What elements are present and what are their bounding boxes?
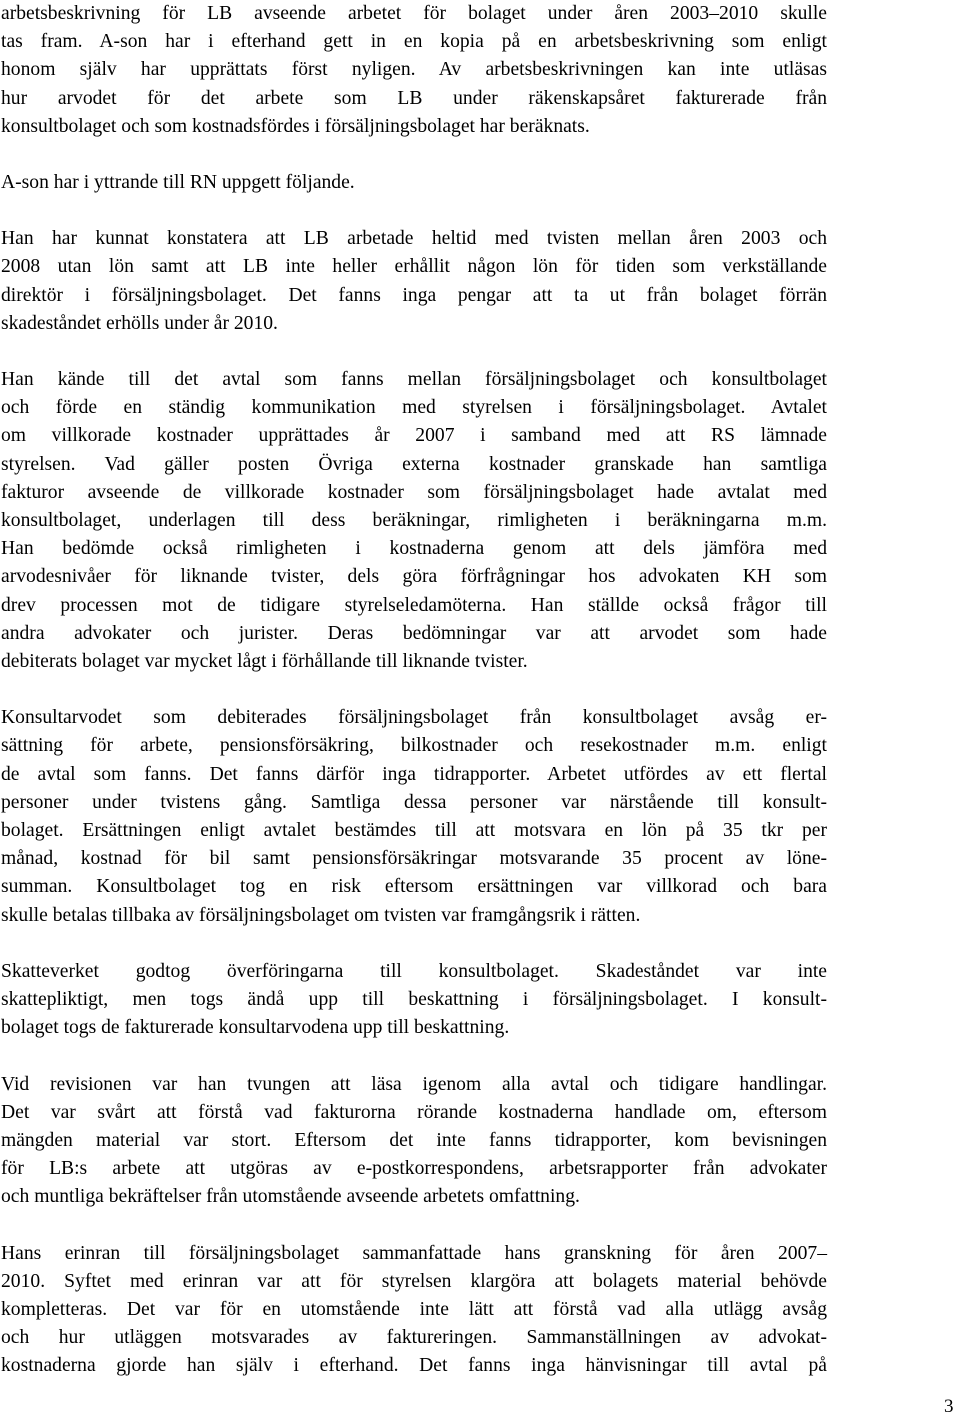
text-line: och förde en ständig kommunikation med styrelsen i försäljningsbolaget. Avtalet [1,397,827,419]
paragraph-spacer [1,930,827,958]
text-line: Konsultarvodet som debiterades försäljningsbolaget från konsultbolaget avsåg er- [1,707,827,729]
paragraph-erinran [1,1240,827,1381]
paragraph-spacer [1,338,827,366]
text-line: tas fram. A-son har i efterhand gett in en kopia på en arbetsbeskrivning som enligt [1,31,827,53]
text-line: summan. Konsultbolaget tog en risk eftersom ersättningen var villkorad och bara [1,876,827,898]
text-line: konsultbolaget, underlagen till dess beräkningar, rimligheten i beräkningarna m.m. [1,510,827,532]
text-line: de avtal som fanns. Det fanns därför inga tidrapporter. Arbetet utfördes av ett flertal [1,763,827,785]
paragraph-yttrande [1,169,827,197]
paragraph-revisionen [1,1071,827,1212]
text-line: Han bedömde också rimligheten i kostnaderna genom att dels jämföra med [1,538,827,560]
body-text [1,0,827,1381]
paragraph-avtal [1,366,827,676]
text-line: Hans erinran till försäljningsbolaget sammanfattade hans granskning för åren 2007– [1,1242,827,1264]
paragraph-spacer [1,141,827,169]
paragraph-konsultarvodet [1,704,827,930]
text-line: debiterats bolaget var mycket lågt i förhållande till liknande tvister. [1,651,528,673]
text-line: bolaget togs de fakturerade konsultarvodena upp till beskattning. [1,1017,510,1039]
text-line: bolaget. Ersättningen enligt avtalet bestämdes till att motsvara en lön på 35 tkr per [1,820,827,842]
paragraph-skatteverket [1,958,827,1043]
text-line: styrelsen. Vad gäller posten Övriga externa kostnader granskade han samtliga [1,453,827,475]
paragraph-arbetsbeskrivning [1,0,827,141]
text-line: hur arvodet för det arbete som LB under räkenskapsåret fakturerade från [1,87,827,109]
text-line: arbetsbeskrivning för LB avseende arbetet för bolaget under åren 2003–2010 skulle [1,3,827,24]
paragraph-spacer [1,1212,827,1240]
text-line: arvodesnivåer för liknande tvister, dels göra förfrågningar hos advokaten KH som [1,566,827,588]
text-line: honom själv har upprättats först nyligen. Av arbetsbeskrivningen kan inte utläsas [1,59,827,81]
text-line: 2010. Syftet med erinran var att för styrelsen klargöra att bolagets material behövde [1,1270,827,1292]
page-number: 3 [944,1396,954,1417]
text-line: månad, kostnad för bil samt pensionsförsäkringar motsvarande 35 procent av löne- [1,848,827,870]
text-line: Vid revisionen var han tvungen att läsa igenom alla avtal och tidigare handlingar. [1,1073,827,1095]
paragraph-spacer [1,1043,827,1071]
text-line: drev processen mot de tidigare styrelseledamöterna. Han ställde också frågor till [1,594,827,616]
paragraph-heltid [1,225,827,338]
text-line: Det var svårt att förstå vad fakturorna rörande kostnaderna handlade om, eftersom [1,1101,827,1123]
text-line: direktör i försäljningsbolaget. Det fanns inga pengar att ta ut från bolaget förrän [1,284,827,306]
paragraph-spacer [1,676,827,704]
text-line: Han har kunnat konstatera att LB arbetade heltid med tvisten mellan åren 2003 och [1,228,827,250]
text-line: personer under tvistens gång. Samtliga dessa personer var närstående till konsult- [1,791,827,813]
text-line: mängden material var stort. Eftersom det inte fanns tidrapporter, kom bevisningen [1,1129,827,1151]
text-line: för LB:s arbete att utgöras av e-postkorrespondens, arbetsrapporter från advokater [1,1158,827,1180]
text-line: och hur utläggen motsvarades av faktureringen. Sammanställningen av advokat- [1,1327,827,1349]
text-line: 2008 utan lön samt att LB inte heller erhållit någon lön för tiden som verkställande [1,256,827,278]
text-line: andra advokater och jurister. Deras bedömningar var att arvodet som hade [1,622,827,644]
text-line: skadeståndet erhölls under år 2010. [1,312,278,334]
text-line: sättning för arbete, pensionsförsäkring, bilkostnader och resekostnader m.m. enligt [1,735,827,757]
text-line: om villkorade kostnader upprättades år 2007 i samband med att RS lämnade [1,425,827,447]
text-line: och muntliga bekräftelser från utomstående avseende arbetets omfattning. [1,1186,580,1208]
text-line: konsultbolaget och som kostnadsfördes i försäljningsbolaget har beräknats. [1,115,590,137]
text-line: A-son har i yttrande till RN uppgett följande. [1,172,355,194]
text-line: kompletteras. Det var för en utomstående inte lätt att förstå vad alla utlägg avsåg [1,1298,827,1320]
paragraph-spacer [1,197,827,225]
text-line: Han kände till det avtal som fanns mellan försäljningsbolaget och konsultbolaget [1,369,827,391]
text-line: Skatteverket godtog överföringarna till konsultbolaget. Skadeståndet var inte [1,960,827,982]
text-line: fakturor avseende de villkorade kostnader som försäljningsbolaget hade avtalat med [1,481,827,503]
text-line: skattepliktigt, men togs ändå upp till beskattning i försäljningsbolaget. I konsult- [1,989,827,1011]
text-line: kostnaderna gjorde han själv i efterhand. Det fanns inga hänvisningar till avtal på [1,1355,827,1377]
text-line: skulle betalas tillbaka av försäljningsbolaget om tvisten var framgångsrik i rätten. [1,904,641,926]
